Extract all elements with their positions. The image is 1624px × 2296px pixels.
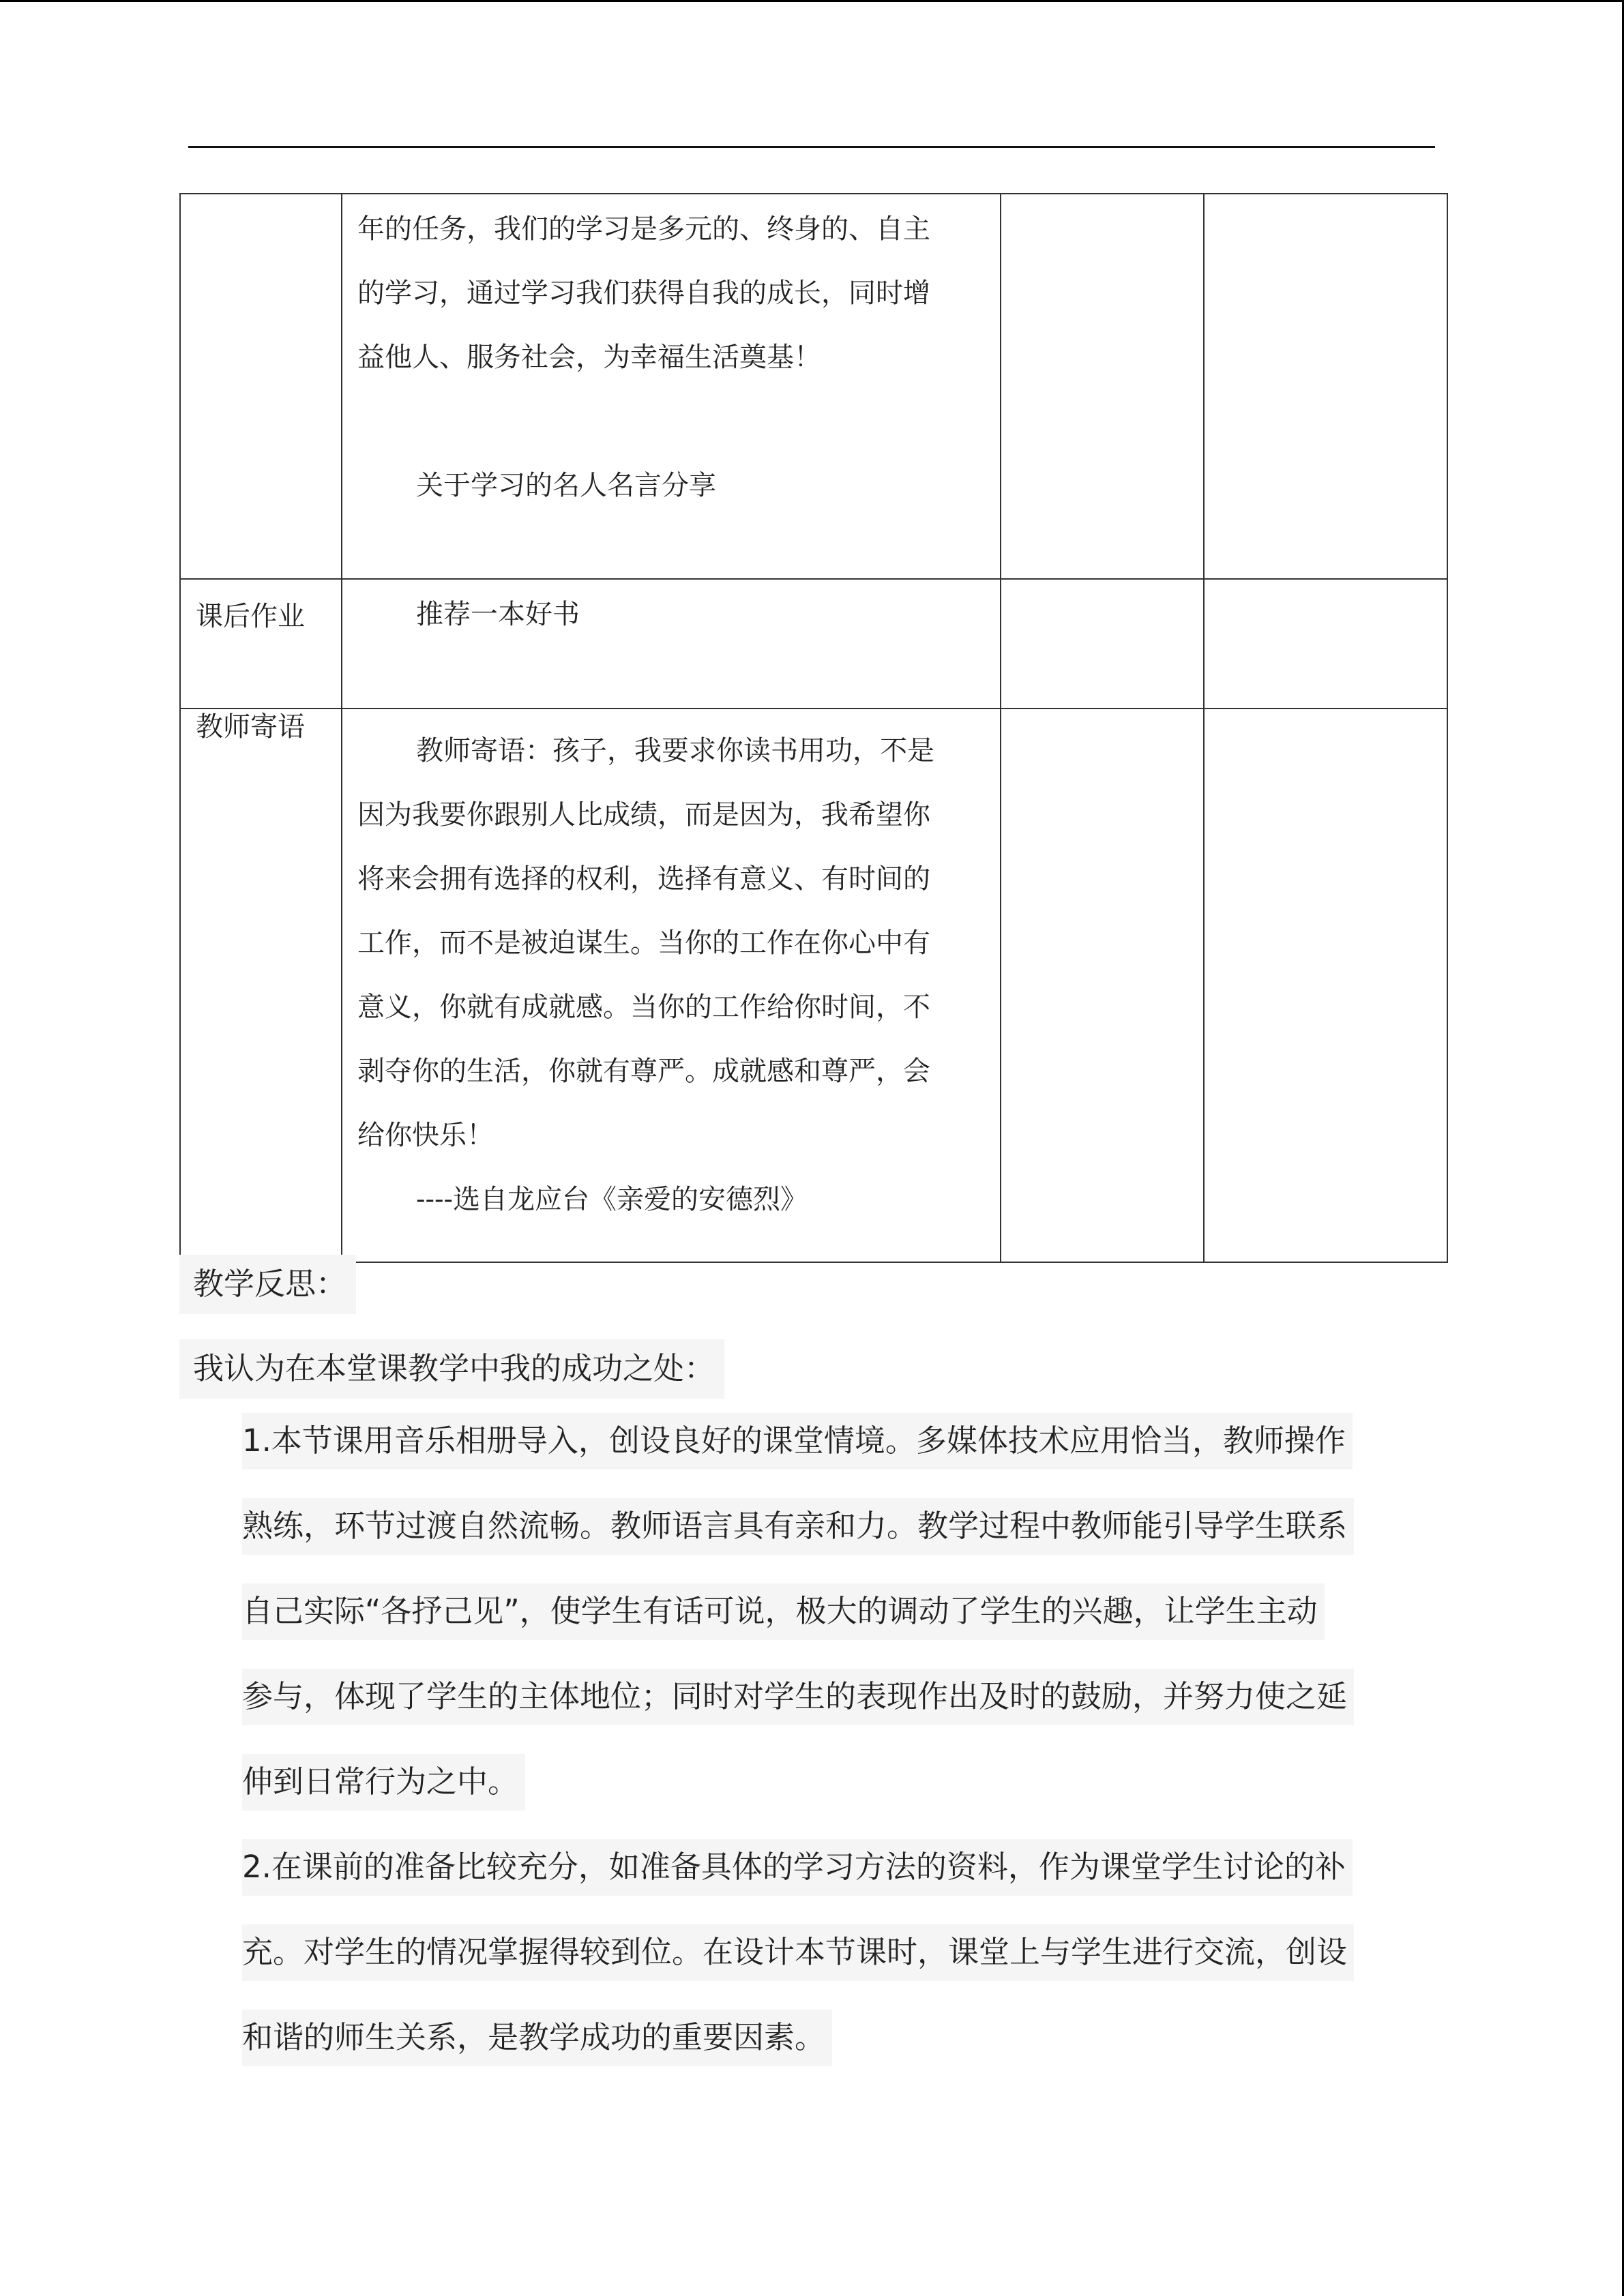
- table-row: [180, 709, 1447, 1262]
- table-row: [180, 194, 1447, 579]
- content-line: 给你快乐！: [357, 1120, 494, 1151]
- paragraph-line: 充。对学生的情况掌握得较到位。在设计本节课时，课堂上与学生进行交流，创设: [242, 1924, 1354, 1981]
- quote-source: ----选自龙应台《亲爱的安德烈》: [416, 1184, 808, 1215]
- homework-text: 推荐一本好书: [416, 599, 580, 630]
- row-label-teacher-message: 教师寄语: [180, 709, 342, 1262]
- content-line: 的学习，通过学习我们获得自我的成长，同时增: [357, 278, 930, 309]
- paragraph-line: 1.本节课用音乐相册导入，创设良好的课堂情境。多媒体技术应用恰当，教师操作: [242, 1413, 1353, 1470]
- content-line: 将来会拥有选择的权利，选择有意义、有时间的: [357, 863, 930, 895]
- row-content: [342, 194, 1001, 579]
- content-line: 年的任务，我们的学习是多元的、终身的、自主: [357, 213, 930, 245]
- content-line: 意义，你就有成就感。当你的工作给你时间，不: [357, 992, 930, 1023]
- empty-cell: [1001, 709, 1204, 1262]
- paragraph-line: 参与，体现了学生的主体地位；同时对学生的表现作出及时的鼓励，并努力使之延: [242, 1669, 1354, 1725]
- paragraph-line: 熟练，环节过渡自然流畅。教师语言具有亲和力。教学过程中教师能引导学生联系: [242, 1498, 1354, 1555]
- homework-content: [342, 579, 1001, 709]
- table-row: [180, 579, 1447, 709]
- row-label-homework: 课后作业: [180, 579, 342, 709]
- paragraph-line: 和谐的师生关系，是教学成功的重要因素。: [242, 2010, 832, 2066]
- empty-cell: [1001, 579, 1204, 709]
- row-label: [180, 194, 342, 579]
- content-line: 剥夺你的生活，你就有尊严。成就感和尊严，会: [357, 1056, 930, 1087]
- content-line: 工作，而不是被迫谋生。当你的工作在你心中有: [357, 927, 930, 959]
- reflection-point-1: [242, 1398, 1429, 1824]
- paragraph-line: 2.在课前的准备比较充分，如准备具体的学习方法的资料，作为课堂学生讨论的补: [242, 1839, 1353, 1896]
- teacher-message-content: [342, 709, 1001, 1262]
- content-line: 教师寄语：孩子，我要求你读书用功，不是: [416, 735, 934, 766]
- empty-cell: [1204, 709, 1447, 1262]
- reflection-point-2: [242, 1824, 1429, 2080]
- header-rule: [188, 146, 1435, 148]
- empty-cell: [1204, 579, 1447, 709]
- empty-cell: [1204, 194, 1447, 579]
- reflection-heading: 教学反思：: [179, 1255, 356, 1314]
- content-line: 因为我要你跟别人比成绩，而是因为，我希望你: [357, 799, 930, 831]
- reflection-intro: 我认为在本堂课教学中我的成功之处：: [179, 1339, 724, 1399]
- paragraph-line: 伸到日常行为之中。: [242, 1754, 525, 1810]
- content-line: 益他人、服务社会，为幸福生活奠基！: [357, 342, 821, 373]
- quote-share-title: 关于学习的名人名言分享: [416, 470, 716, 501]
- paragraph-line: 自己实际“各抒己见”，使学生有话可说，极大的调动了学生的兴趣，让学生主动: [242, 1583, 1325, 1640]
- lesson-plan-table: [179, 193, 1448, 1263]
- empty-cell: [1001, 194, 1204, 579]
- page-border-top: [0, 0, 1624, 2]
